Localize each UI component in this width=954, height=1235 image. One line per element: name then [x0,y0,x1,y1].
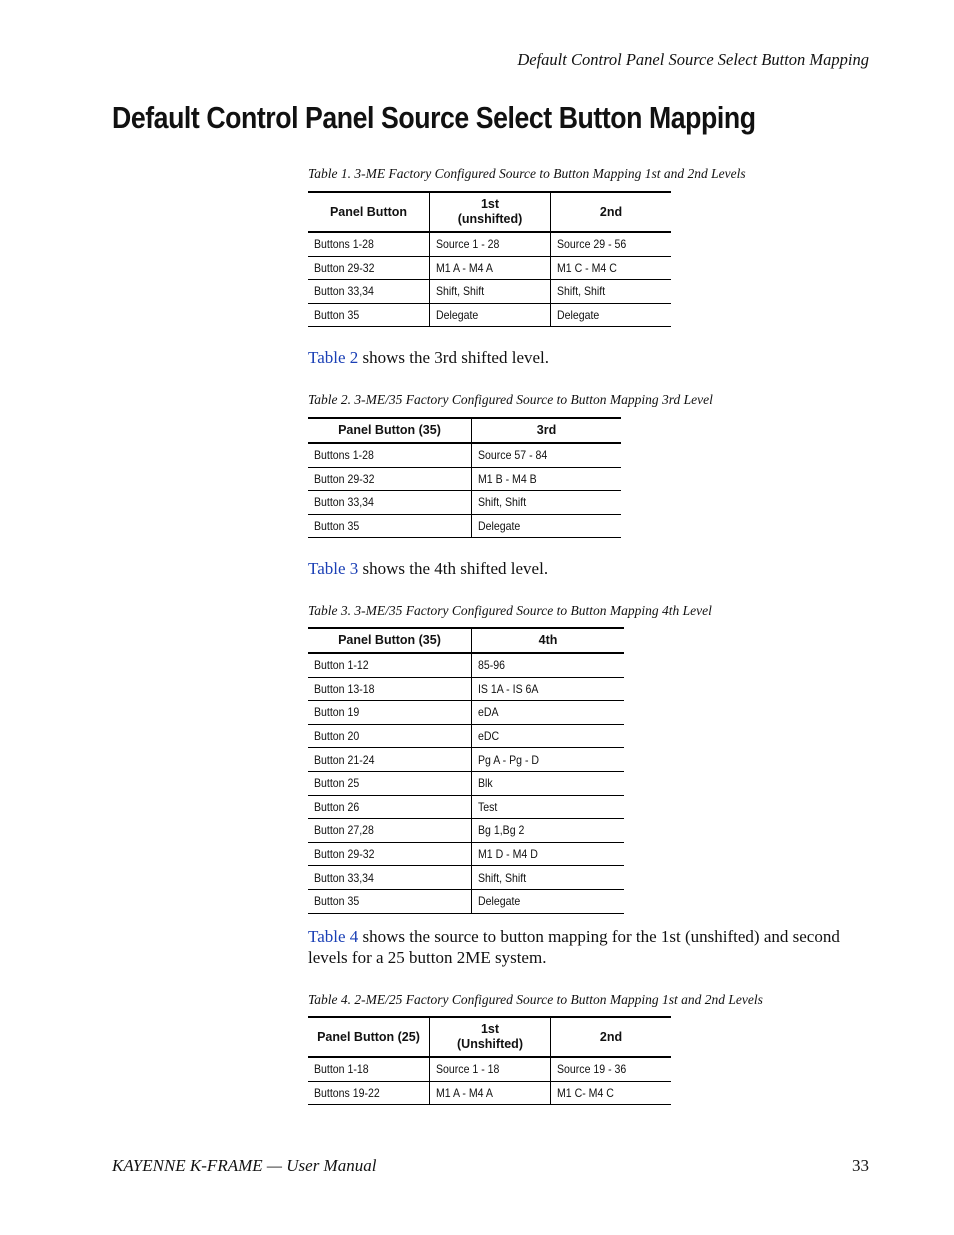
table-cell [308,1081,430,1105]
cell-text: Delegate [557,308,600,323]
column-header: 1st (unshifted) [430,192,551,232]
table-cell [308,443,472,467]
table-cell [308,842,472,866]
table-cell [472,819,625,843]
table-row [308,771,624,795]
table-cell [472,653,625,677]
table-row [308,653,624,677]
cell-text: Pg A - Pg - D [478,752,540,767]
table-cell [308,280,430,304]
table-cell [308,256,430,280]
table-row [308,866,624,890]
column-header: 2nd [551,1017,672,1057]
table-header-row [308,418,621,443]
paragraph-table2-ref [308,347,858,368]
cell-text: Button 25 [314,776,360,791]
cell-text: Button 33,34 [314,495,374,510]
cell-text: Shift, Shift [436,284,485,299]
table-cell [308,771,472,795]
cell-text: Source 1 - 28 [436,237,500,252]
cell-text: Button 27,28 [314,823,374,838]
table-cell [430,256,551,280]
table1-caption: Table 1. 3-ME Factory Configured Source to Button Mapping 1st and 2nd Levels [308,166,746,181]
table-cell [472,748,625,772]
table-cell [472,491,622,515]
table4-caption: Table 4. 2-ME/25 Factory Configured Source to Button Mapping 1st and 2nd Levels [308,992,763,1007]
table-cell [551,303,672,327]
cell-text: Button 20 [314,729,360,744]
cell-text: Buttons 1-28 [314,237,374,252]
table4 [308,1016,671,1105]
cell-text: 85-96 [478,658,506,673]
table-cell [308,701,472,725]
cell-text: eDA [478,705,499,720]
cell-text: Blk [478,776,493,791]
cell-text: Button 21-24 [314,752,375,767]
table2 [308,417,621,538]
cell-text: Delegate [478,894,521,909]
cell-text: IS 1A - IS 6A [478,681,539,696]
column-header: Panel Button (25) [308,1017,430,1057]
table-cell [308,232,430,256]
cell-text: Button 33,34 [314,284,374,299]
table2-caption: Table 2. 3-ME/35 Factory Configured Source to Button Mapping 3rd Level [308,392,713,407]
cell-text: Button 35 [314,308,360,323]
cell-text: Button 35 [314,894,360,909]
table-cell [430,1081,551,1105]
cell-text: Delegate [478,519,521,534]
table-row [308,748,624,772]
table-row [308,1081,671,1105]
table-cell [472,866,625,890]
column-header: Panel Button (35) [308,628,472,653]
table-row [308,677,624,701]
paragraph-table3-ref [308,558,858,579]
table-row [308,443,621,467]
cell-text: Bg 1,Bg 2 [478,823,525,838]
table-row [308,889,624,913]
table2-link[interactable]: Table 2 [308,348,359,367]
cell-text: Shift, Shift [557,284,606,299]
cell-text: Shift, Shift [478,870,527,885]
page-number: 33 [852,1156,869,1175]
table-row [308,467,621,491]
table-cell [472,724,625,748]
table-cell [308,724,472,748]
column-header: 1st (Unshifted) [430,1017,551,1057]
table-header-row [308,1017,671,1057]
cell-text: Button 13-18 [314,681,375,696]
table-cell [430,280,551,304]
cell-text: M1 C- M4 C [557,1085,614,1100]
table-cell [430,303,551,327]
table-cell [472,443,622,467]
table-row [308,795,624,819]
cell-text: Delegate [436,308,479,323]
table3-link[interactable]: Table 3 [308,559,359,578]
table-cell [308,819,472,843]
cell-text: Button 29-32 [314,471,375,486]
cell-text: Source 29 - 56 [557,237,627,252]
table1 [308,191,671,327]
footer-manual-title: KAYENNE K-FRAME — User Manual [112,1156,377,1175]
running-head: Default Control Panel Source Select Button Mapping [517,50,869,69]
table-cell [551,256,672,280]
cell-text: eDC [478,729,500,744]
table-cell [308,303,430,327]
table-row [308,514,621,538]
paragraph-text: shows the source to button mapping for the 1st (unshifted) and second levels for a 25 button 2ME system. [308,927,840,967]
cell-text: Button 29-32 [314,260,375,275]
paragraph-table4-ref [308,926,858,968]
table-row [308,256,671,280]
column-header: Panel Button [308,192,430,232]
column-header: 2nd [551,192,672,232]
table-cell [472,795,625,819]
table-cell [308,795,472,819]
table-row [308,842,624,866]
page-title: Default Control Panel Source Select Button Mapping [112,100,756,135]
table-cell [472,842,625,866]
paragraph-text: shows the 4th shifted level. [358,559,549,578]
table-cell [472,889,625,913]
column-header: 3rd [472,418,622,443]
table-header-row [308,628,624,653]
table4-link[interactable]: Table 4 [308,927,359,946]
cell-text: Button 35 [314,519,360,534]
table-cell [472,701,625,725]
table-row [308,303,671,327]
cell-text: M1 B - M4 B [478,471,537,486]
cell-text: Test [478,799,498,814]
cell-text: Button 1-18 [314,1062,369,1077]
cell-text: Button 19 [314,705,360,720]
table-cell [551,1081,672,1105]
table-cell [472,467,622,491]
column-header: 4th [472,628,625,653]
cell-text: Source 57 - 84 [478,448,548,463]
cell-text: Button 29-32 [314,847,375,862]
table-cell [472,771,625,795]
table3-caption: Table 3. 3-ME/35 Factory Configured Source to Button Mapping 4th Level [308,603,712,618]
table-cell [551,280,672,304]
table-cell [430,1057,551,1081]
table-cell [551,232,672,256]
table-cell [472,677,625,701]
column-header: Panel Button (35) [308,418,472,443]
cell-text: Shift, Shift [478,495,527,510]
table-row [308,724,624,748]
table3 [308,627,624,914]
table-cell [308,653,472,677]
table-cell [308,514,472,538]
cell-text: Buttons 1-28 [314,448,374,463]
table-cell [308,889,472,913]
cell-text: Button 26 [314,799,360,814]
cell-text: Source 19 - 36 [557,1062,627,1077]
table-header-row [308,192,671,232]
cell-text: Button 33,34 [314,870,374,885]
table-cell [430,232,551,256]
table-row [308,280,671,304]
table-cell [472,514,622,538]
table-row [308,491,621,515]
table-cell [308,748,472,772]
paragraph-text: shows the 3rd shifted level. [358,348,550,367]
table-row [308,701,624,725]
cell-text: Buttons 19-22 [314,1085,380,1100]
cell-text: Source 1 - 18 [436,1062,500,1077]
table-row [308,1057,671,1081]
cell-text: M1 C - M4 C [557,260,617,275]
table-cell [308,866,472,890]
table-cell [308,1057,430,1081]
table-cell [551,1057,672,1081]
cell-text: Button 1-12 [314,658,369,673]
cell-text: M1 D - M4 D [478,847,538,862]
table-row [308,232,671,256]
table-cell [308,677,472,701]
cell-text: M1 A - M4 A [436,1085,493,1100]
table-cell [308,467,472,491]
table-row [308,819,624,843]
cell-text: M1 A - M4 A [436,260,493,275]
table-cell [308,491,472,515]
